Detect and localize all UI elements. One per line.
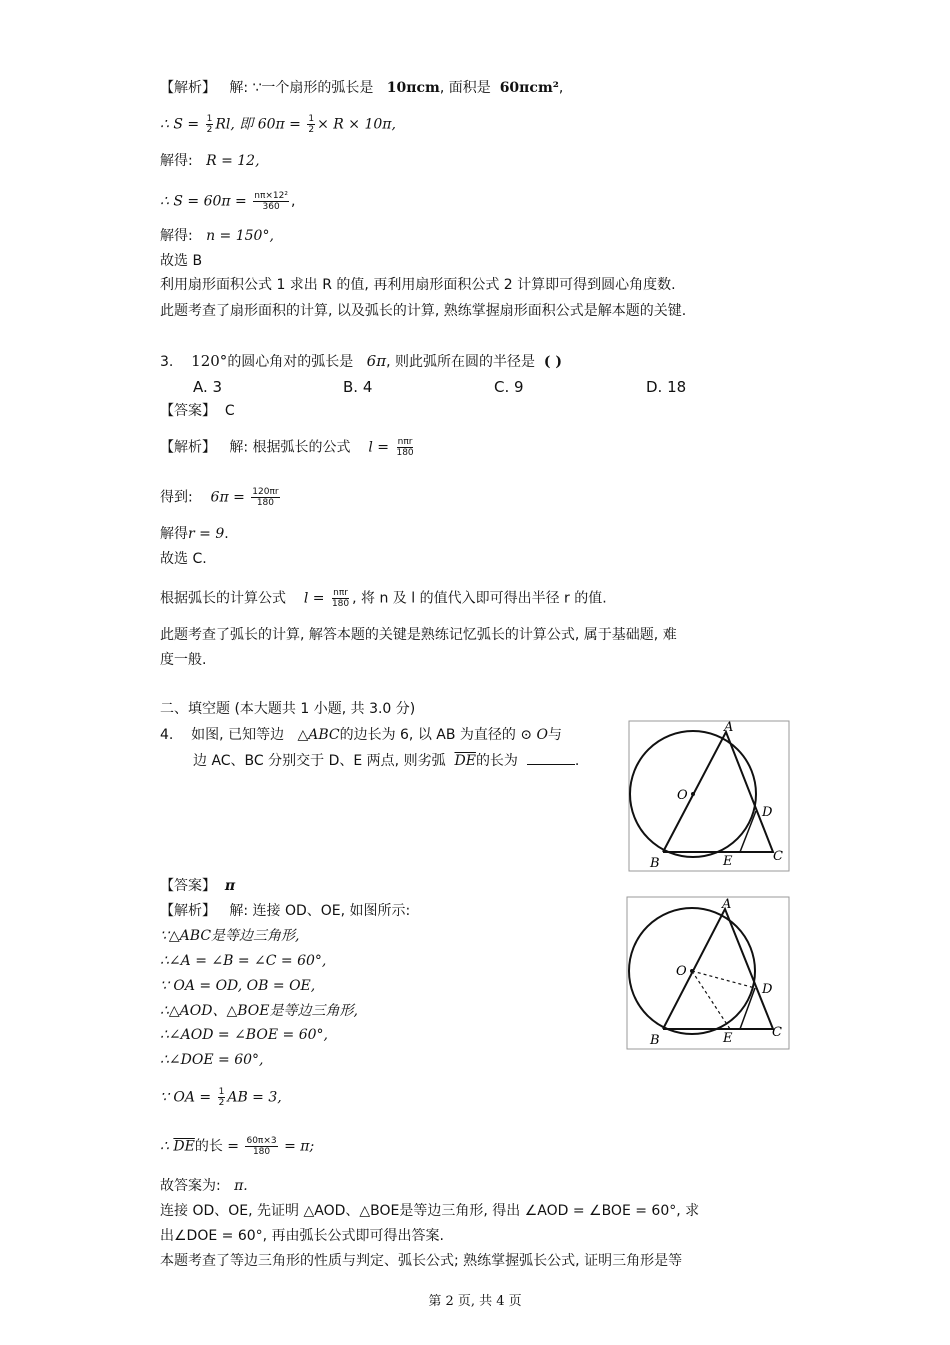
q4-figure <box>628 720 790 872</box>
label-d: D <box>762 805 773 820</box>
q4-stem-line2: 边 AC、BC 分别交于 D、E 两点, 则劣弧 $\overline{DE}$的长为 . <box>193 750 579 771</box>
section-heading: 二、填空题 (本大题共 1 小题, 共 3.0 分) <box>160 701 416 717</box>
q3-solve-r: 解得r = 9. <box>160 526 229 542</box>
label-b: B <box>650 856 660 871</box>
fraction-half: $\frac{1}{2}$ <box>308 114 315 135</box>
q3-substitute: 得到: 6π = $\frac{120\pi r}{180}$ <box>160 487 279 508</box>
answer-blank <box>527 750 575 765</box>
q3-summary-1: 根据弧长的计算公式 l = $\frac{\text{nπr}}{180}$ , 将 n 及 l 的值代入即可得出半径 r 的值. <box>160 588 607 609</box>
label-a: A <box>722 897 732 912</box>
q4-step-5: ∴∠AOD = ∠BOE = 60°, <box>160 1027 328 1043</box>
q2-area-formula: ∴ S = 60π = $\frac{\text{nπ×12²}}{360}$ , <box>160 191 296 212</box>
q3-analysis: 【解析】 解: 根据弧长的公式 l = $\frac{\text{nπr}}{180}$ <box>160 437 414 458</box>
q3-choice: 故选 C. <box>160 551 207 567</box>
q3-option-b: B. 4 <box>343 378 373 396</box>
q3-option-c: C. 9 <box>494 378 524 396</box>
q4-final-answer: 故答案为: π. <box>160 1178 248 1194</box>
q2-solve-n: 解得: n = 150°, <box>160 228 274 244</box>
q3-stem: 3. 120°的圆心角对的弧长是 6π, 则此弧所在圆的半径是 ( ) <box>160 352 563 370</box>
fraction-sector: $\frac{\text{nπ×12²}}{360}$ <box>254 191 288 212</box>
fraction-arc-length: $\frac{\text{nπr}}{180}$ <box>331 588 350 609</box>
q4-summary-3: 本题考查了等边三角形的性质与判定、弧长公式; 熟练掌握弧长公式, 证明三角形是等 <box>160 1253 683 1269</box>
q2-analysis-line1: 【解析】 解: ∵一个扇形的弧长是 10πcm, 面积是 60πcm², <box>160 80 564 96</box>
q3-summary-2: 此题考查了弧长的计算, 解答本题的关键是熟练记忆弧长的计算公式, 属于基础题, 难 <box>160 627 677 643</box>
label-d: D <box>762 982 773 997</box>
fraction-substitute: $\frac{120\pi r}{180}$ <box>252 487 279 508</box>
q3-summary-3: 度一般. <box>160 652 207 668</box>
q2-summary-1: 利用扇形面积公式 1 求出 R 的值, 再利用扇形面积公式 2 计算即可得到圆心角度数. <box>160 277 676 293</box>
q4-step-1: ∵△ABC是等边三角形, <box>160 928 300 944</box>
label-o: O <box>676 964 687 979</box>
q4-step-2: ∴∠A = ∠B = ∠C = 60°, <box>160 953 327 969</box>
label-c: C <box>772 1025 782 1040</box>
fraction-half: $\frac{1}{2}$ <box>206 114 213 135</box>
label-e: E <box>723 854 733 869</box>
q3-answer: 【答案】 C <box>160 403 235 419</box>
label-b: B <box>650 1033 660 1048</box>
q4-step-8: ∴ $\overline{DE}$的长 = $\frac{60\pi\times 3}{180}$ = π; <box>160 1136 315 1157</box>
q3-option-d: D. 18 <box>646 378 687 396</box>
label-a: A <box>724 720 734 735</box>
q3-option-a: A. 3 <box>193 378 223 396</box>
q4-summary-2: 出∠DOE = 60°, 再由弧长公式即可得出答案. <box>160 1228 444 1244</box>
q4-step-6: ∴∠DOE = 60°, <box>160 1052 264 1068</box>
fraction-arc-length: $\frac{\text{nπr}}{180}$ <box>396 437 414 458</box>
page-footer: 第 2 页, 共 4 页 <box>428 1294 522 1309</box>
label-c: C <box>773 849 783 864</box>
q2-formula-line: ∴ S = $\frac{1}{2}$ Rl, 即 60π = $\frac{1}{2}$ × R × 10π, <box>160 114 396 135</box>
fraction-arc-result: $\frac{60\pi\times 3}{180}$ <box>246 1136 277 1157</box>
q4-step-7: ∵ OA = $\frac{1}{2}$ AB = 3, <box>160 1087 282 1108</box>
q2-solve-r: 解得: R = 12, <box>160 153 260 169</box>
q2-summary-2: 此题考查了扇形面积的计算, 以及弧长的计算, 熟练掌握扇形面积公式是解本题的关键. <box>160 303 687 319</box>
fraction-half: $\frac{1}{2}$ <box>218 1087 225 1108</box>
q4-solution-figure <box>626 896 790 1050</box>
label-e: E <box>723 1031 733 1046</box>
label-o: O <box>677 788 688 803</box>
q4-step-4: ∴△AOD、△BOE是等边三角形, <box>160 1003 358 1019</box>
q2-choice: 故选 B <box>160 253 203 269</box>
q4-stem-line1: 4. 如图, 已知等边 △ABC的边长为 6, 以 AB 为直径的 ⊙ O与 <box>160 727 563 743</box>
q4-analysis: 【解析】 解: 连接 OD、OE, 如图所示: <box>160 903 411 919</box>
analysis-tag: 【解析】 <box>160 80 216 96</box>
q4-step-3: ∵ OA = OD, OB = OE, <box>160 978 316 994</box>
q4-summary-1: 连接 OD、OE, 先证明 △AOD、△BOE是等边三角形, 得出 ∠AOD = ∠BOE = 60°, 求 <box>160 1203 700 1219</box>
q4-answer: 【答案】 π <box>160 878 236 894</box>
